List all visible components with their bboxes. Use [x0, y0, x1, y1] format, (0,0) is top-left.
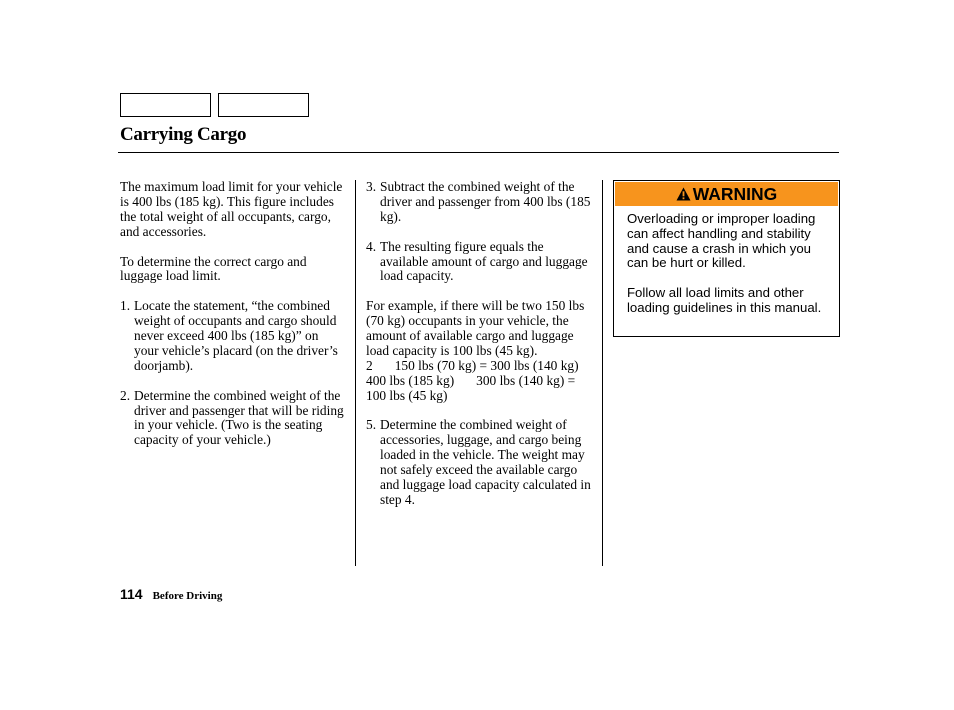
lead-paragraph: To determine the correct cargo and luggage load limit. [120, 253, 307, 284]
warning-box [613, 180, 840, 337]
calc-operand: 400 lbs (185 kg) [366, 372, 455, 388]
step-text: Locate the statement, “the combined weight of occupants and cargo should never exceed 400 lbs (185 kg)” on your vehicle’s placard (on the driver’s doorjamb). [134, 298, 338, 373]
title-rule [118, 152, 839, 153]
column-1 [120, 180, 346, 463]
step-number: 5. [366, 417, 377, 433]
header-tabs [120, 93, 309, 117]
page-number: 114 [120, 586, 143, 602]
calculation-line [366, 359, 594, 374]
step-text: Subtract the combined weight of the driver and passenger from 400 lbs (185 kg). [380, 179, 591, 224]
warning-triangle-icon [676, 187, 691, 201]
warning-label: WARNING [692, 183, 778, 204]
calc-operand: 2 [366, 357, 373, 373]
step-item [120, 299, 346, 374]
step-text: The resulting figure equals the available amount of cargo and luggage load capacity. [380, 238, 588, 284]
tab-box-2 [218, 93, 309, 117]
step-text: Determine the combined weight of accessories, luggage, and cargo being loaded in the vehicle. The weight may not safely exceed the available cargo and luggage load capacity calculated in step 4. [380, 417, 591, 507]
step-item [120, 389, 346, 449]
step-number: 2. [120, 387, 131, 403]
step-number: 3. [366, 179, 377, 194]
page-footer [120, 586, 222, 602]
column-divider [355, 180, 356, 566]
warning-header [615, 182, 838, 206]
example-paragraph: For example, if there will be two 150 lbs (70 kg) occupants in your vehicle, the amount of available cargo and luggage load capacity is 100 lbs (45 kg). [366, 298, 585, 358]
warning-text: Follow all load limits and other loading guidelines in this manual. [627, 284, 822, 315]
step-item [366, 418, 594, 507]
column-2 [366, 180, 594, 523]
calculation-line [366, 374, 594, 404]
step-item [366, 240, 594, 285]
step-number: 1. [120, 298, 131, 314]
warning-text: Overloading or improper loading can affect handling and stability and cause a crash in which you can be hurt or killed. [627, 211, 816, 271]
step-item [366, 180, 594, 225]
step-number: 4. [366, 238, 377, 254]
tab-box-1 [120, 93, 211, 117]
warning-body [614, 207, 839, 316]
page-title: Carrying Cargo [120, 124, 247, 145]
section-name: Before Driving [152, 590, 223, 602]
calc-result: 150 lbs (70 kg) = 300 lbs (140 kg) [394, 357, 579, 373]
column-divider [602, 180, 603, 566]
intro-paragraph: The maximum load limit for your vehicle is 400 lbs (185 kg). This figure includes the total weight of all occupants, cargo, and accessories. [120, 179, 343, 239]
calc-result: 300 lbs (140 kg) = 100 lbs (45 kg) [366, 372, 576, 403]
step-text: Determine the combined weight of the driver and passenger that will be riding in your vehicle. (Two is the seating capacity of your vehicle.) [134, 387, 344, 448]
